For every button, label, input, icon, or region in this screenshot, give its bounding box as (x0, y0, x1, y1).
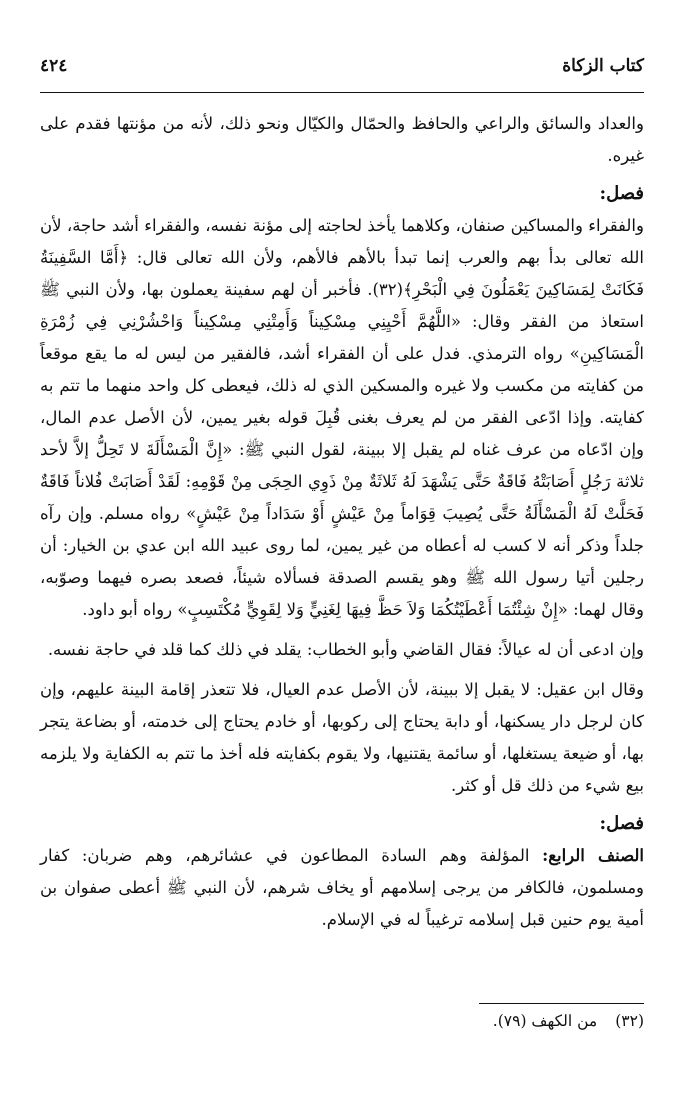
paragraph-2: والفقراء والمساكين صنفان، وكلاهما يأخذ لحاجته إلى مؤنة نفسه، والفقراء أشد حاجة، لأن الله تعالى بدأ بهم والعرب إنما تبدأ بالأهم فالأهم، ولأن الله تعالى قال: ﴿أَمَّا السَّفِينَةُ فَكَانَتْ لِمَسَاكِينَ يَعْمَلُونَ فِي الْبَحْرِ﴾(٣٢). فأخبر أن لهم سفينة يعملون بها، ولأن النبي ﷺ استعاذ من الفقر وقال: «اللَّهُمَّ أَحْيِنِي مِسْكِيناً وَأَمِتْنِي مِسْكِيناً وَاحْشُرْنِي فِي زُمْرَةِ الْمَسَاكِينِ» رواه الترمذي. فدل على أن الفقراء أشد، فالفقير من ليس له ما يقع موقعاً من كفايته من مكسب ولا غيره والمسكين الذي له ذلك، فيعطى كل واحد منهما ما تتم به كفايته. وإذا ادّعى الفقر من لم يعرف بغنى قُبِلَ قوله بغير يمين، لأن الأصل عدم المال، وإن ادّعاه من عرف غناه لم يقبل إلا ببينة، لقول النبي ﷺ: «إِنَّ الْمَسْأَلَةَ لا تَحِلُّ إلاَّ لأحد ثلاثة رَجُلٍ أَصَابَتْهُ فَاقَةٌ حَتَّى يَشْهَدَ لَهُ ثَلاثَةٌ مِنْ ذَوِي الحِجَى مِنْ قَوْمِهِ: لَقَدْ أَصَابَتْ فُلاناً فَاقَةٌ فَحَلَّتْ لَهُ الْمَسْأَلَةُ حَتَّى يُصِيبَ قِوَاماً مِنْ عَيْشٍ أَوْ سَدَاداً مِنْ عَيْشٍ» رواه مسلم. وإن رآه جلداً وذكر أنه لا كسب له أعطاه من غير يمين، لما روى عبيد الله ابن عدي بن الخيار: أن رجلين أتيا رسول الله ﷺ وهو يقسم الصدقة فسألاه شيئاً، فصعد بصره فيهما وصوّبه، وقال لهما: «إِنْ شِئْتُمَا أَعْطَيْتُكُمَا وَلاَ حَظَّ فِيهَا لِغَنِيٍّ وَلا لِقَوِيٍّ مُكْتَسِبٍ» رواه أبو داود. (40, 216, 645, 619)
page-header (40, 52, 644, 80)
book-title: كتاب الزكاة (562, 56, 644, 76)
paragraph-4: وقال ابن عقيل: لا يقبل إلا ببينة، لأن الأصل عدم العيال، فلا تتعذر إقامة البينة عليهم، وإن كان لرجل دار يسكنها، أو دابة يحتاج إلى ركوبها، أو خادم يحتاج إلى خدمته، أو بضاعة يتجر بها، أو ضيعة يستغلها، أو سائمة يقتنيها، ولا يقوم بكفايته فله أخذ ما تتم به الكفاية ولا يلزمه بيع شيء من ذلك قل أو كثر. (40, 680, 644, 795)
paragraph-1: والعداد والسائق والراعي والحافظ والحمّال والكيّال ونحو ذلك، لأنه من مؤنتها فقدم على غيره. (40, 114, 644, 165)
paragraph-5 (40, 840, 644, 936)
footnote-text: من الكهف (٧٩). (492, 1012, 598, 1030)
main-text (40, 108, 644, 936)
section-heading-1: فصل: (599, 183, 644, 204)
paragraph-3: وإن ادعى أن له عيالاً: فقال القاضي وأبو الخطاب: يقلد في ذلك كما قلد في حاجة نفسه. (47, 640, 644, 659)
footnote-number: (٣٢) (615, 1012, 644, 1030)
page-number: ٤٢٤ (40, 56, 68, 76)
header-divider (40, 92, 644, 93)
section-heading-2: فصل: (599, 813, 644, 834)
paragraph-5-lead: الصنف الرابع: (542, 846, 644, 865)
footnote (493, 1012, 644, 1030)
paragraph-5-text: المؤلفة وهم السادة المطاعون في عشائرهم، وهم ضربان: كفار ومسلمون، فالكافر من يرجى إسلامهم أو يخاف شرهم، لأن النبي ﷺ أعطى صفوان بن أمية يوم حنين قبل إسلامه ترغيباً له في الإسلام. (40, 846, 644, 929)
footnote-divider (479, 1003, 644, 1004)
